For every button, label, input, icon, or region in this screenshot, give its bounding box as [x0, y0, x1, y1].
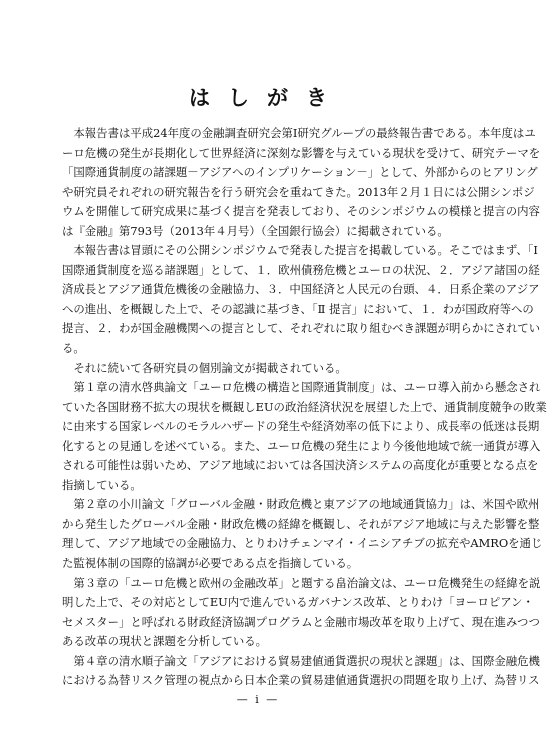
text-line: セメスター」と呼ばれる財政経済協調プログラムと金融市場改革を取り上げて、現在進みつつ [62, 614, 540, 629]
text-line: 本報告書は平成24年度の金融調査研究会第Ⅰ研究グループの最終報告書である。本年度はユ [73, 126, 536, 140]
text-line: 「国際通貨制度の諸課題－アジアへのインプリケーション－」として、外部からのヒアリング [62, 165, 538, 180]
page-number: — i — [236, 693, 280, 706]
text-line: る。 [62, 341, 85, 356]
text-line: ていた各国財務不拡大の現状を概観しEUの政治経済状況を展望した上で、通貨制度競争の敗業 [62, 399, 547, 414]
text-line: における為替リスク管理の視点から日本企業の貿易建値通貨選択の問題を取り上げ、為替リス [62, 673, 540, 688]
text-line: 国際通貨制度を巡る諸課題」として、１．欧州債務危機とユーロの状況、２．アジア諸国の経 [62, 262, 540, 277]
text-line: 指摘している。 [62, 477, 142, 492]
text-line: た監視体制の国際的協調が必要である点を指摘している。 [62, 556, 359, 571]
text-line: 化するとの見通しを述べている。また、ユーロ危機の発生により今後他地域で統一通貨が導入 [62, 438, 541, 453]
text-line: に由来する国家レベルのモラルハザードの発生や経済効率の低下により、成長率の低迷は長期 [62, 419, 540, 434]
page-title: はしがき [189, 86, 345, 110]
text-line: 済成長とアジア通貨危機後の金融協力、３．中国経済と人民元の台頭、４．日系企業のアジア [62, 282, 540, 297]
text-line: 提言、２．わが国金融機関への提言として、それぞれに取り組むべき課題が明らかにされてい [62, 321, 541, 336]
text-line: は『金融』第793号（2013年４月号）（全国銀行協会）に掲載されている。 [62, 223, 449, 238]
text-line: から発生したグローバル金融・財政危機の経緯を概観し、それがアジア地域に与えた影響を整 [62, 516, 540, 531]
body-text [62, 124, 547, 691]
text-line: 第４章の清水順子論文「アジアにおける貿易建値通貨選択の現状と課題」は、国際金融危機 [73, 653, 540, 668]
text-line: 明した上で、その対応としてEU内で進んでいるガバナンス改革、とりわけ「ヨーロピアン・ [62, 595, 534, 610]
text-line: ある改革の現状と課題を分析している。 [62, 634, 268, 649]
text-line: ーロ危機の発生が長期化して世界経済に深刻な影響を与えている現状を受けて、研究テーマを [62, 145, 541, 160]
text-line: される可能性は弱いため、アジア地域においては各国決済システムの高度化が重要となる点を [62, 458, 539, 473]
text-line: や研究員それぞれの研究報告を行う研究会を重ねてきた。2013年２月１日には公開シンポジ [62, 184, 535, 199]
text-line: それに続いて各研究員の個別論文が掲載されている。 [73, 360, 347, 375]
text-line: 理して、アジア地域での金融協力、とりわけチェンマイ・イニシアチブの拡充やAMROを通じ [62, 536, 543, 551]
text-line: ウムを開催して研究成果に基づく提言を発表しており、そのシンポジウムの模様と提言の内容 [62, 204, 540, 219]
text-line: 第３章の「ユーロ危機と欧州の金融改革」と題する畠治論文は、ユーロ危機発生の経緯を説 [73, 575, 541, 590]
text-line: への進出、を概観した上で、その認識に基づき、「Ⅱ 提言」において、１．わが国政府等への [62, 301, 534, 316]
text-line: 第１章の清水啓典論文「ユーロ危機の構造と国際通貨制度」は、ユーロ導入前から懸念され [73, 380, 541, 395]
text-line: 第２章の小川論文「グローバル金融・財政危機と東アジアの地域通貨協力」は、米国や欧州 [73, 497, 540, 512]
text-line: 本報告書は冒頭にその公開シンポジウムで発表した提言を掲載している。そこではまず、「Ⅰ [73, 243, 538, 258]
